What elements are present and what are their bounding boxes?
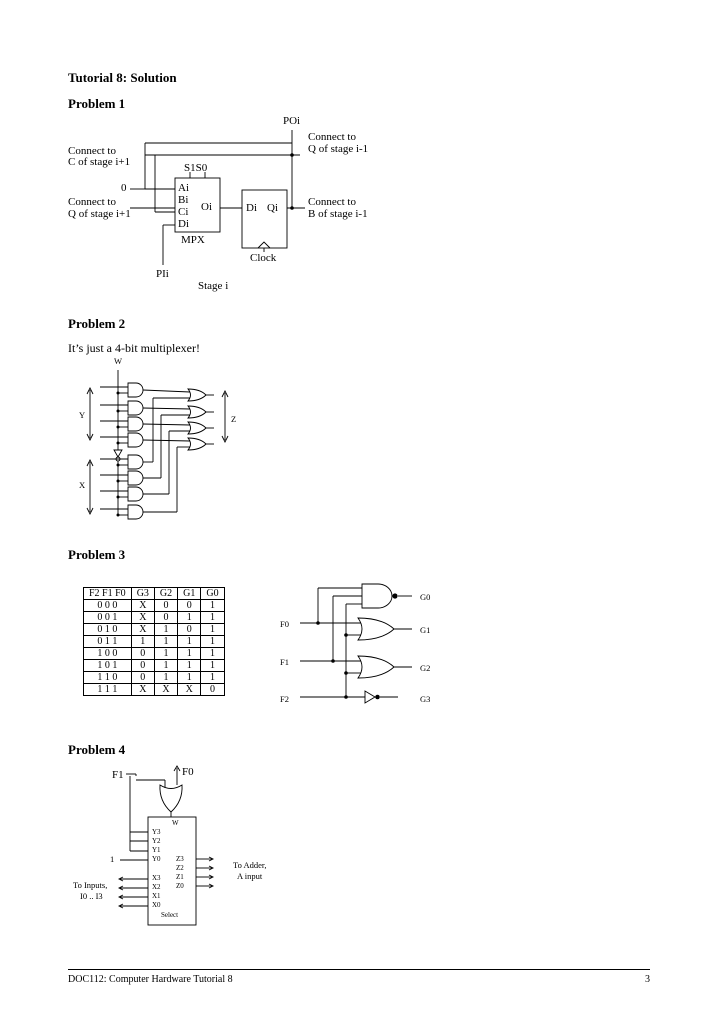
to-inputs-line1: To Inputs, [73, 880, 108, 890]
truth-table-cell: 1 [178, 612, 201, 624]
truth-table-cell: 0 [154, 600, 177, 612]
y3-label: Y3 [152, 828, 161, 836]
select-box-label: Select [161, 911, 179, 919]
x1-label: X1 [152, 892, 161, 900]
x2-label: X2 [152, 883, 161, 891]
connect-b-prev-line1: Connect to [308, 196, 356, 208]
z1-label: Z1 [176, 873, 184, 881]
truth-table-cell: 1 [154, 636, 177, 648]
truth-table-cell: X [131, 624, 154, 636]
footer-text: DOC112: Computer Hardware Tutorial 8 [68, 974, 233, 985]
truth-table-cell: 1 [154, 648, 177, 660]
truth-table-cell: 0 0 0 [84, 600, 132, 612]
truth-table-cell: 0 [131, 648, 154, 660]
truth-table-cell: 1 [201, 600, 224, 612]
footer-rule [68, 969, 650, 970]
truth-table-cell: 1 [154, 660, 177, 672]
truth-table-header-cell: G3 [131, 588, 154, 600]
input-a-label: Ai [178, 182, 189, 194]
connect-q-prev-line2: Q of stage i-1 [308, 143, 369, 155]
truth-table-cell: 0 [131, 660, 154, 672]
ff-d-label: Di [246, 202, 257, 214]
connect-b-prev-line2: B of stage i-1 [308, 208, 368, 220]
truth-table-cell: 0 [178, 600, 201, 612]
y-label: Y [79, 410, 86, 420]
truth-table-cell: 1 [178, 672, 201, 684]
truth-table-cell: 0 1 0 [84, 624, 132, 636]
truth-table-cell: X [131, 684, 154, 696]
x-label: X [79, 480, 86, 490]
truth-table-cell: 1 1 1 [84, 684, 132, 696]
z-label: Z [231, 414, 237, 424]
truth-table-cell: 1 [154, 672, 177, 684]
y1-label: Y1 [152, 846, 161, 854]
x3-label: X3 [152, 874, 161, 882]
truth-table-cell: 1 [201, 660, 224, 672]
y0-label: Y0 [152, 855, 161, 863]
connect-c-next-line1: Connect to [68, 145, 116, 157]
input-d-label: Di [178, 218, 189, 230]
mux-label: MPX [181, 234, 205, 246]
truth-table-cell: 1 0 0 [84, 648, 132, 660]
truth-table-cell: 1 0 1 [84, 660, 132, 672]
truth-table-cell: 1 [201, 612, 224, 624]
p4-w-label: W [172, 819, 179, 827]
page-number: 3 [645, 974, 650, 985]
page-title: Tutorial 8: Solution [68, 70, 177, 85]
mux-output-label: Oi [201, 201, 212, 213]
connect-q-next-line1: Connect to [68, 196, 116, 208]
truth-table-header-cell: G2 [154, 588, 177, 600]
x0-label: X0 [152, 901, 161, 909]
truth-table-cell: 0 [154, 612, 177, 624]
truth-table-cell: 1 [154, 624, 177, 636]
problem-1-heading: Problem 1 [68, 96, 126, 111]
truth-table-cell: 1 [178, 636, 201, 648]
input-b-label: Bi [178, 194, 189, 206]
f2-label: F2 [280, 694, 289, 704]
g0-label: G0 [420, 592, 431, 602]
f1-label: F1 [280, 657, 289, 667]
y2-label: Y2 [152, 837, 161, 845]
f0-label: F0 [280, 619, 289, 629]
truth-table-cell: 0 [178, 624, 201, 636]
z3-label: Z3 [176, 855, 184, 863]
truth-table-cell: 0 [131, 672, 154, 684]
truth-table-header-cell: G0 [201, 588, 224, 600]
truth-table-cell: 0 [201, 684, 224, 696]
z2-label: Z2 [176, 864, 184, 872]
p4-f0-label: F0 [182, 766, 194, 778]
to-inputs-line2: I0 .. I3 [80, 891, 103, 901]
truth-table-cell: X [131, 600, 154, 612]
truth-table-header-cell: F2 F1 F0 [84, 588, 132, 600]
truth-table-cell: 1 [178, 648, 201, 660]
g1-label: G1 [420, 625, 431, 635]
pli-label: PIi [156, 268, 169, 280]
truth-table-cell: 1 1 0 [84, 672, 132, 684]
to-adder-line2: A input [237, 871, 263, 881]
truth-table-cell: 1 [201, 648, 224, 660]
connect-q-next-line2: Q of stage i+1 [68, 208, 131, 220]
truth-table-cell: X [178, 684, 201, 696]
input-c-label: Ci [178, 206, 189, 218]
truth-table-cell: X [131, 612, 154, 624]
p4-f1-label: F1 [112, 769, 124, 781]
truth-table-cell: 0 1 1 [84, 636, 132, 648]
truth-table-cell: 1 [201, 672, 224, 684]
clock-label: Clock [250, 252, 277, 264]
stage-label: Stage i [198, 280, 229, 292]
ff-q-label: Qi [267, 202, 278, 214]
problem-2-note: It’s just a 4-bit multiplexer! [68, 341, 200, 355]
g2-label: G2 [420, 663, 431, 673]
truth-table-cell: 1 [178, 660, 201, 672]
truth-table-cell: X [154, 684, 177, 696]
connect-c-next-line2: C of stage i+1 [68, 156, 131, 168]
truth-table-cell: 1 [201, 636, 224, 648]
to-adder-line1: To Adder, [233, 860, 267, 870]
connect-q-prev-line1: Connect to [308, 131, 356, 143]
poi-label: POi [283, 115, 301, 127]
problem-3-heading: Problem 3 [68, 547, 126, 562]
zero-label: 0 [121, 182, 127, 194]
select-label: S1S0 [184, 162, 208, 174]
truth-table-cell: 0 0 1 [84, 612, 132, 624]
truth-table-cell: 1 [131, 636, 154, 648]
truth-table-cell: 1 [201, 624, 224, 636]
problem-4-heading: Problem 4 [68, 742, 126, 757]
one-label: 1 [110, 854, 115, 864]
truth-table-header-cell: G1 [178, 588, 201, 600]
w-label: W [114, 356, 123, 366]
problem-2-heading: Problem 2 [68, 316, 126, 331]
z0-label: Z0 [176, 882, 184, 890]
g3-label: G3 [420, 694, 431, 704]
